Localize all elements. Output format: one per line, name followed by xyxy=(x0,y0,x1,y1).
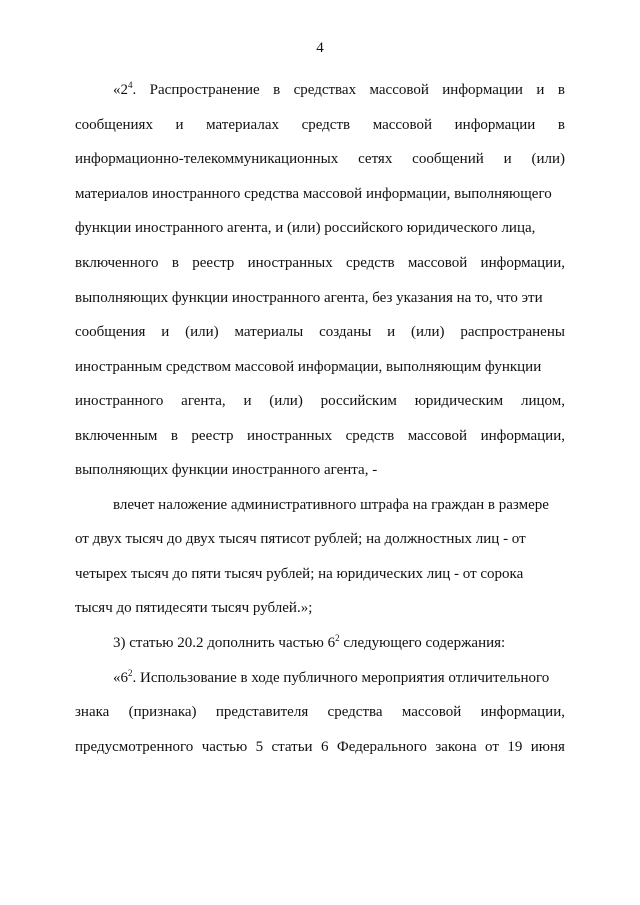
word: и xyxy=(387,324,396,340)
paragraph-line: тысяч до пятидесяти тысяч рублей.»; xyxy=(75,600,313,616)
word: от xyxy=(485,739,499,755)
word: июня xyxy=(530,739,565,755)
word: в xyxy=(171,255,179,271)
paragraph-line xyxy=(75,253,565,273)
word: созданы xyxy=(319,324,372,340)
word: информации, xyxy=(480,255,565,271)
word: и xyxy=(161,324,170,340)
paragraph-line xyxy=(75,737,565,757)
word: средств xyxy=(346,255,395,271)
word: (или) xyxy=(269,393,303,409)
word: сетях xyxy=(358,151,393,167)
word: знака xyxy=(75,704,110,720)
word: массовой xyxy=(401,704,462,720)
word: информационно-телекоммуникационных xyxy=(75,151,339,167)
word: включенным xyxy=(75,428,158,444)
paragraph-line: четырех тысяч до пяти тысяч рублей; на юридических лиц - от сорока xyxy=(75,566,524,582)
word: сообщений xyxy=(412,151,484,167)
word: и xyxy=(503,151,512,167)
page-number: 4 xyxy=(316,40,324,56)
word: лицом, xyxy=(520,393,565,409)
word: агента, xyxy=(181,393,226,409)
paragraph-line: материалов иностранного средства массовой информации, выполняющего xyxy=(75,186,552,202)
paragraph-line: функции иностранного агента, и (или) российского юридического лица, xyxy=(75,220,536,236)
word: включенного xyxy=(75,255,159,271)
word: средств xyxy=(301,117,351,133)
paragraph-line xyxy=(75,149,565,169)
paragraph-line: 3) статью 20.2 дополнить частью $6^2$ следующего содержания: xyxy=(113,633,506,651)
word: иностранных xyxy=(247,428,333,444)
paragraph-line xyxy=(75,115,565,135)
paragraph-line xyxy=(75,702,565,722)
word: массовой xyxy=(372,117,433,133)
word: представителя xyxy=(215,704,309,720)
word: реестр xyxy=(192,255,235,271)
word: (или) xyxy=(411,324,445,340)
word: предусмотренного xyxy=(75,739,194,755)
word: иностранного xyxy=(75,393,164,409)
paragraph-line: выполняющих функции иностранного агента, без указания на то, что эти xyxy=(75,290,543,306)
word: средств xyxy=(345,428,395,444)
paragraph-line: влечет наложение административного штрафа на граждан в размере xyxy=(113,497,549,513)
word: 19 xyxy=(507,739,523,755)
word: в xyxy=(170,428,178,444)
word: информации xyxy=(442,82,523,98)
word: сообщениях xyxy=(75,117,153,133)
paragraph-line xyxy=(113,80,565,100)
word: и xyxy=(243,393,252,409)
word: частью xyxy=(201,739,248,755)
word: информации xyxy=(454,117,536,133)
word: массовой xyxy=(407,255,468,271)
paragraph-line: иностранным средством массовой информации, выполняющим функции xyxy=(75,359,542,375)
paragraph-line: от двух тысяч до двух тысяч пятисот рублей; на должностных лиц - от xyxy=(75,531,526,547)
word: «$2^4$. xyxy=(113,80,137,98)
word: в xyxy=(557,82,565,98)
paragraph-line xyxy=(75,391,565,411)
word: в xyxy=(273,82,281,98)
word: статьи xyxy=(271,739,313,755)
word: иностранных xyxy=(247,255,333,271)
word: юридическим xyxy=(414,393,504,409)
word: материалах xyxy=(206,117,279,133)
word: сообщения xyxy=(75,324,146,340)
word: (или) xyxy=(531,151,565,167)
paragraph-line: выполняющих функции иностранного агента, - xyxy=(75,462,378,478)
paragraph-line xyxy=(75,426,565,446)
word: средства xyxy=(327,704,383,720)
word: (признака) xyxy=(128,704,197,720)
word: распространены xyxy=(460,324,565,340)
word: информации, xyxy=(480,428,565,444)
word: в xyxy=(557,117,565,133)
word: массовой xyxy=(407,428,468,444)
word: массовой xyxy=(369,82,429,98)
word: и xyxy=(536,82,545,98)
word: информации, xyxy=(480,704,565,720)
paragraph-line: «$6^2$. Использование в ходе публичного мероприятия отличительного xyxy=(113,668,550,686)
word: закона xyxy=(435,739,477,755)
word: средствах xyxy=(293,82,357,98)
word: (или) xyxy=(185,324,219,340)
word: и xyxy=(175,117,184,133)
word: 5 xyxy=(255,739,264,755)
word: материалы xyxy=(234,324,304,340)
word: реестр xyxy=(191,428,234,444)
word: российским xyxy=(320,393,397,409)
paragraph-line xyxy=(75,322,565,342)
word: Федерального xyxy=(336,739,427,755)
word: 6 xyxy=(321,739,329,755)
word: Распространение xyxy=(149,82,260,98)
